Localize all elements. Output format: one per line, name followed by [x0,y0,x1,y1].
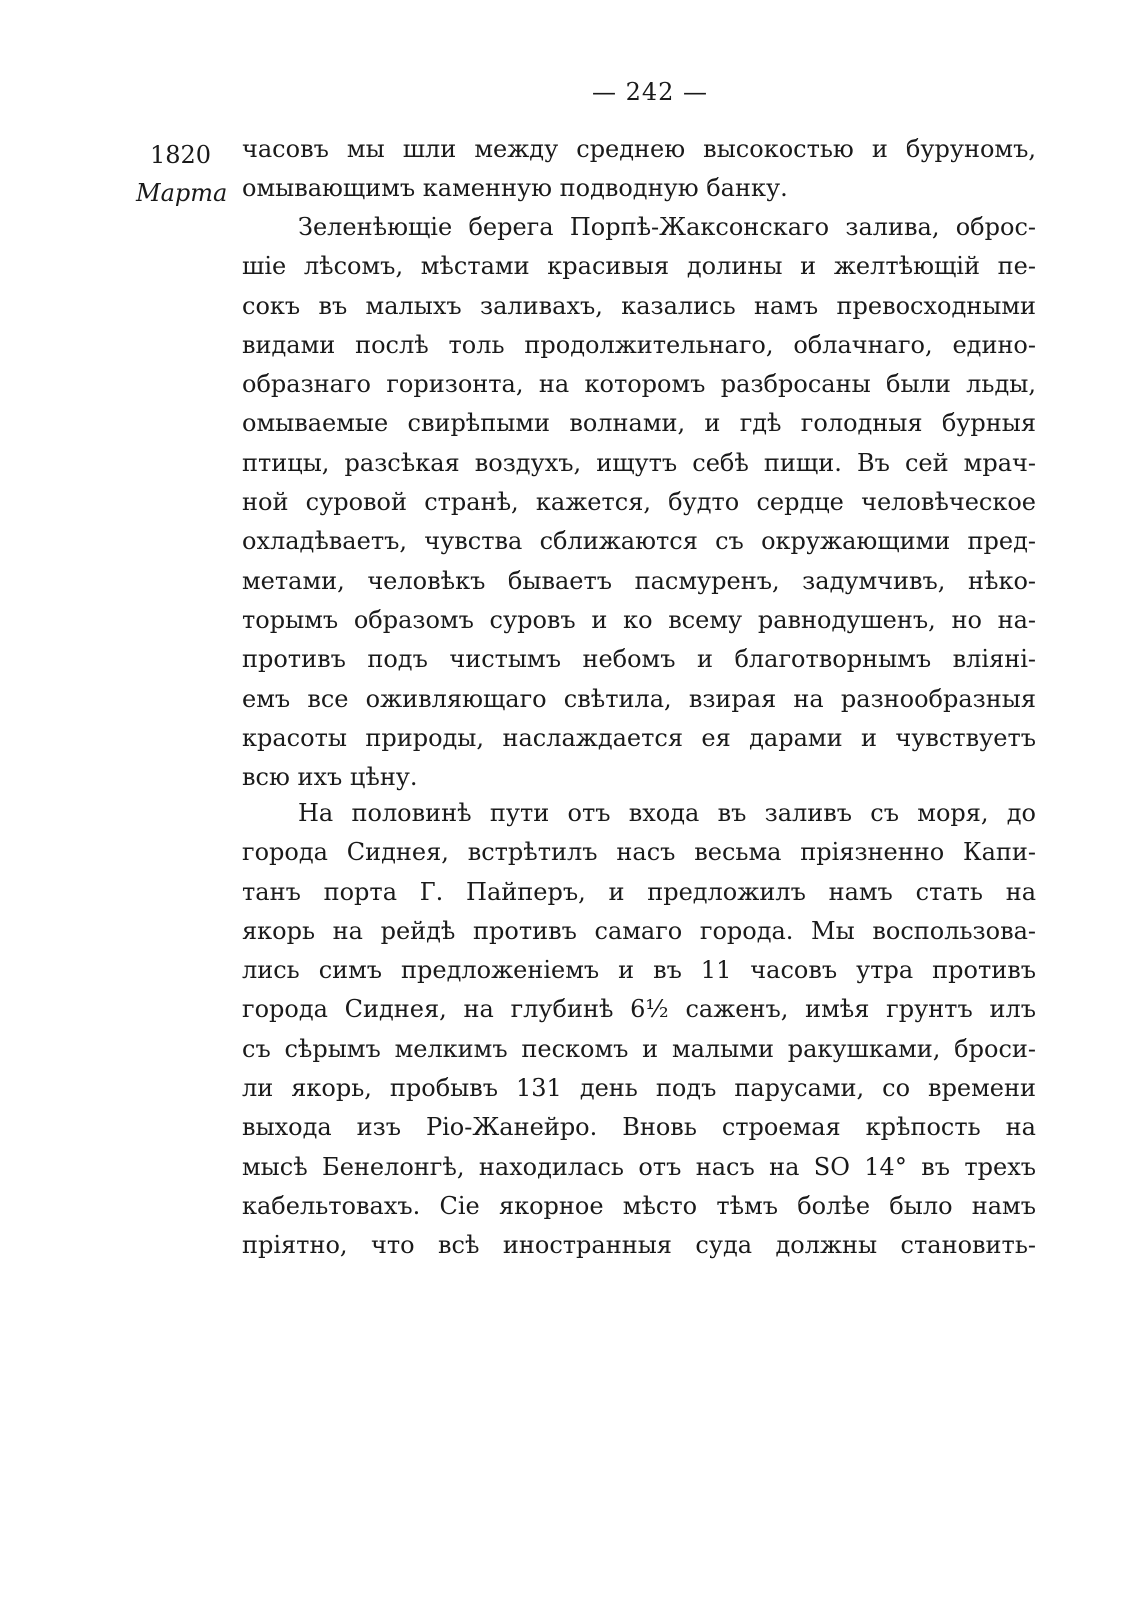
text-line: омывающимъ каменную подводную банку. [242,174,788,203]
text-line: ной суровой странѣ, кажется, будто сердце человѣческое [242,488,1036,517]
text-line: часовъ мы шли между среднею высокостью и буруномъ, [242,135,1036,163]
text-line: метами, человѣкъ бываетъ пасмуренъ, задумчивъ, нѣко- [242,566,1036,595]
margin-year: 1820 [150,141,212,169]
paragraph-arrival-sydney [242,794,1036,1266]
text-line: емъ все оживляющаго свѣтила, взирая на разнообразныя [242,684,1036,713]
page-number: — 242 — [591,78,709,106]
text-line: мысѣ Бенелонгѣ, находилась отъ насъ на SO 14° въ трехъ [242,1152,1036,1181]
text-line: съ сѣрымъ мелкимъ пескомъ и малыми ракушками, броси- [242,1034,1036,1063]
text-line: омываемые свирѣпыми волнами, и гдѣ голодныя бурныя [242,409,1036,438]
text-line: кабельтовахъ. Сiе якорное мѣсто тѣмъ болѣе было намъ [242,1191,1036,1220]
text-line: птицы, разсѣкая воздухъ, ищутъ себѣ пищи. Въ сей мрач- [242,448,1036,477]
text-line: всю ихъ цѣну. [242,763,418,792]
text-line: образнаго горизонта, на которомъ разбросаны были льды, [242,370,1036,399]
text-line: Зеленѣющіе берега Порпѣ-Жаксонскаго залива, оброс- [298,213,1036,241]
text-line: якорь на рейдѣ противъ самаго города. Мы воспользова- [242,916,1036,945]
margin-month: Марта [136,179,228,207]
text-line: сокъ въ малыхъ заливахъ, казались намъ превосходными [242,291,1036,320]
text-line: прiятно, что всѣ иностранныя суда должны становить- [242,1231,1036,1260]
text-line: красоты природы, наслаждается ея дарами и чувствуетъ [242,723,1036,752]
text-line: видами послѣ толь продолжительнаго, облачнаго, едино- [242,330,1036,359]
text-line: города Сиднея, на глубинѣ 6½ саженъ, имѣя грунтъ илъ [242,995,1036,1024]
text-line: противъ подъ чистымъ небомъ и благотворнымъ влiянi- [242,645,1036,674]
text-line: выхода изъ Рiо-Жанейро. Вновь строемая крѣпость на [242,1113,1036,1142]
text-line: На половинѣ пути отъ входа въ заливъ съ моря, до [298,799,1036,827]
paragraph-coast-description [242,208,1036,797]
paragraph-continuation [242,130,1036,209]
margin-note [136,136,238,212]
text-line: торымъ образомъ суровъ и ко всему равнодушенъ, но на- [242,605,1036,634]
text-line: шіе лѣсомъ, мѣстами красивыя долины и желтѣющій пе- [242,252,1036,281]
text-line: ли якорь, пробывъ 131 день подъ парусами, со времени [242,1074,1036,1103]
text-line: города Сиднея, встрѣтилъ насъ весьма прiязненно Капи- [242,838,1036,867]
text-line: охладѣваетъ, чувства сближаются съ окружающими пред- [242,527,1036,556]
text-line: танъ порта Г. Пайперъ, и предложилъ намъ стать на [242,877,1036,906]
text-line: лись симъ предложенiемъ и въ 11 часовъ утра противъ [242,956,1036,985]
